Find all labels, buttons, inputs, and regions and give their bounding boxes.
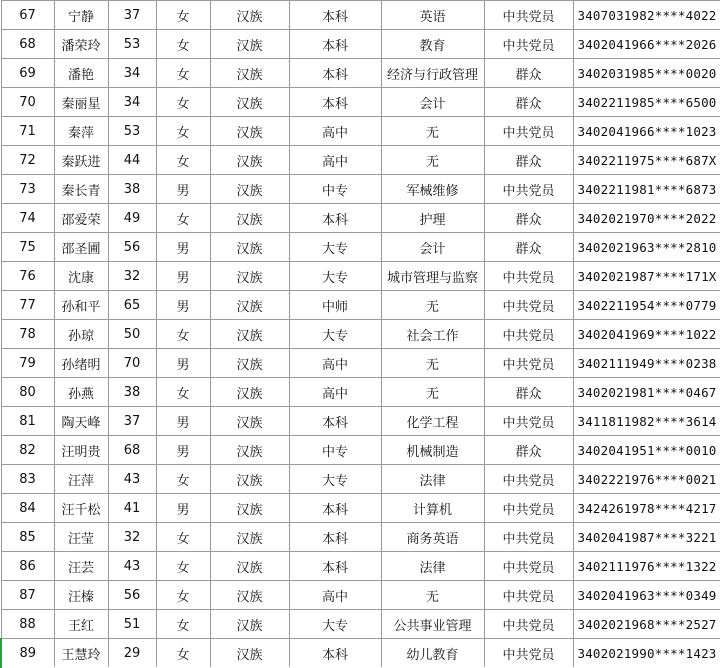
education-cell[interactable]: 中专 (289, 436, 381, 465)
ethnicity-cell[interactable]: 汉族 (210, 291, 289, 320)
education-cell[interactable]: 本科 (289, 523, 381, 552)
political-status-cell[interactable]: 中共党员 (484, 117, 573, 146)
row-number[interactable]: 85 (1, 523, 54, 552)
political-status-cell[interactable]: 群众 (484, 146, 573, 175)
table-row[interactable] (1, 639, 720, 668)
gender-cell[interactable]: 女 (156, 146, 210, 175)
ethnicity-cell[interactable]: 汉族 (210, 610, 289, 639)
id-number-cell[interactable]: 3402041966****2026 (573, 30, 720, 59)
gender-cell[interactable]: 男 (156, 349, 210, 378)
name-cell[interactable]: 孙绪明 (54, 349, 108, 378)
age-cell[interactable]: 37 (108, 407, 156, 436)
gender-cell[interactable]: 女 (156, 30, 210, 59)
name-cell[interactable]: 汪千松 (54, 494, 108, 523)
political-status-cell[interactable]: 中共党员 (484, 291, 573, 320)
table-row[interactable] (1, 291, 720, 320)
table-row[interactable] (1, 407, 720, 436)
gender-cell[interactable]: 女 (156, 378, 210, 407)
major-cell[interactable]: 城市管理与监察 (381, 262, 484, 291)
gender-cell[interactable]: 女 (156, 1, 210, 30)
gender-cell[interactable]: 男 (156, 407, 210, 436)
major-cell[interactable]: 机械制造 (381, 436, 484, 465)
major-cell[interactable]: 化学工程 (381, 407, 484, 436)
age-cell[interactable]: 41 (108, 494, 156, 523)
ethnicity-cell[interactable]: 汉族 (210, 349, 289, 378)
major-cell[interactable]: 护理 (381, 204, 484, 233)
major-cell[interactable]: 无 (381, 378, 484, 407)
political-status-cell[interactable]: 中共党员 (484, 1, 573, 30)
table-row[interactable] (1, 30, 720, 59)
gender-cell[interactable]: 男 (156, 175, 210, 204)
ethnicity-cell[interactable]: 汉族 (210, 581, 289, 610)
age-cell[interactable]: 38 (108, 175, 156, 204)
table-row[interactable] (1, 494, 720, 523)
id-number-cell[interactable]: 3407031982****4022 (573, 1, 720, 30)
name-cell[interactable]: 秦长青 (54, 175, 108, 204)
table-row[interactable] (1, 552, 720, 581)
ethnicity-cell[interactable]: 汉族 (210, 204, 289, 233)
row-number[interactable]: 84 (1, 494, 54, 523)
age-cell[interactable]: 56 (108, 581, 156, 610)
major-cell[interactable]: 无 (381, 349, 484, 378)
table-row[interactable] (1, 610, 720, 639)
gender-cell[interactable]: 女 (156, 581, 210, 610)
education-cell[interactable]: 本科 (289, 59, 381, 88)
row-number[interactable]: 68 (1, 30, 54, 59)
education-cell[interactable]: 本科 (289, 204, 381, 233)
gender-cell[interactable]: 女 (156, 59, 210, 88)
ethnicity-cell[interactable]: 汉族 (210, 59, 289, 88)
row-number[interactable]: 76 (1, 262, 54, 291)
id-number-cell[interactable]: 3411811982****3614 (573, 407, 720, 436)
name-cell[interactable]: 孙和平 (54, 291, 108, 320)
name-cell[interactable]: 邵爱荣 (54, 204, 108, 233)
row-number[interactable]: 74 (1, 204, 54, 233)
age-cell[interactable]: 32 (108, 262, 156, 291)
political-status-cell[interactable]: 中共党员 (484, 639, 573, 668)
name-cell[interactable]: 秦萍 (54, 117, 108, 146)
age-cell[interactable]: 65 (108, 291, 156, 320)
gender-cell[interactable]: 女 (156, 117, 210, 146)
row-number[interactable]: 83 (1, 465, 54, 494)
political-status-cell[interactable]: 中共党员 (484, 610, 573, 639)
table-row[interactable] (1, 1, 720, 30)
education-cell[interactable]: 本科 (289, 88, 381, 117)
education-cell[interactable]: 大专 (289, 465, 381, 494)
table-row[interactable] (1, 320, 720, 349)
id-number-cell[interactable]: 3402041963****0349 (573, 581, 720, 610)
row-number[interactable]: 82 (1, 436, 54, 465)
political-status-cell[interactable]: 中共党员 (484, 465, 573, 494)
ethnicity-cell[interactable]: 汉族 (210, 146, 289, 175)
education-cell[interactable]: 本科 (289, 1, 381, 30)
row-number[interactable]: 75 (1, 233, 54, 262)
name-cell[interactable]: 王慧玲 (54, 639, 108, 668)
age-cell[interactable]: 44 (108, 146, 156, 175)
table-row[interactable] (1, 233, 720, 262)
id-number-cell[interactable]: 3402211954****0779 (573, 291, 720, 320)
id-number-cell[interactable]: 3402041969****1022 (573, 320, 720, 349)
major-cell[interactable]: 法律 (381, 465, 484, 494)
name-cell[interactable]: 邵圣圃 (54, 233, 108, 262)
gender-cell[interactable]: 男 (156, 494, 210, 523)
education-cell[interactable]: 高中 (289, 581, 381, 610)
political-status-cell[interactable]: 中共党员 (484, 581, 573, 610)
row-number[interactable]: 88 (1, 610, 54, 639)
political-status-cell[interactable]: 群众 (484, 88, 573, 117)
major-cell[interactable]: 军械维修 (381, 175, 484, 204)
row-number[interactable]: 67 (1, 1, 54, 30)
age-cell[interactable]: 32 (108, 523, 156, 552)
id-number-cell[interactable]: 3424261978****4217 (573, 494, 720, 523)
ethnicity-cell[interactable]: 汉族 (210, 233, 289, 262)
major-cell[interactable]: 无 (381, 146, 484, 175)
ethnicity-cell[interactable]: 汉族 (210, 552, 289, 581)
major-cell[interactable]: 经济与行政管理 (381, 59, 484, 88)
ethnicity-cell[interactable]: 汉族 (210, 436, 289, 465)
gender-cell[interactable]: 女 (156, 465, 210, 494)
table-row[interactable] (1, 523, 720, 552)
political-status-cell[interactable]: 中共党员 (484, 523, 573, 552)
id-number-cell[interactable]: 3402021987****171X (573, 262, 720, 291)
id-number-cell[interactable]: 3402031985****0020 (573, 59, 720, 88)
row-number[interactable]: 73 (1, 175, 54, 204)
table-row[interactable] (1, 436, 720, 465)
age-cell[interactable]: 53 (108, 117, 156, 146)
age-cell[interactable]: 29 (108, 639, 156, 668)
name-cell[interactable]: 陶天峰 (54, 407, 108, 436)
education-cell[interactable]: 本科 (289, 30, 381, 59)
name-cell[interactable]: 孙琼 (54, 320, 108, 349)
major-cell[interactable]: 法律 (381, 552, 484, 581)
id-number-cell[interactable]: 3402021990****1423 (573, 639, 720, 668)
education-cell[interactable]: 大专 (289, 262, 381, 291)
id-number-cell[interactable]: 3402021968****2527 (573, 610, 720, 639)
education-cell[interactable]: 高中 (289, 349, 381, 378)
name-cell[interactable]: 秦跃进 (54, 146, 108, 175)
table-row[interactable] (1, 349, 720, 378)
age-cell[interactable]: 50 (108, 320, 156, 349)
ethnicity-cell[interactable]: 汉族 (210, 465, 289, 494)
political-status-cell[interactable]: 中共党员 (484, 552, 573, 581)
ethnicity-cell[interactable]: 汉族 (210, 320, 289, 349)
id-number-cell[interactable]: 3402041951****0010 (573, 436, 720, 465)
table-row[interactable] (1, 88, 720, 117)
ethnicity-cell[interactable]: 汉族 (210, 523, 289, 552)
ethnicity-cell[interactable]: 汉族 (210, 494, 289, 523)
age-cell[interactable]: 34 (108, 88, 156, 117)
major-cell[interactable]: 社会工作 (381, 320, 484, 349)
ethnicity-cell[interactable]: 汉族 (210, 378, 289, 407)
row-number[interactable]: 69 (1, 59, 54, 88)
education-cell[interactable]: 高中 (289, 378, 381, 407)
age-cell[interactable]: 43 (108, 465, 156, 494)
table-row[interactable] (1, 146, 720, 175)
name-cell[interactable]: 秦丽星 (54, 88, 108, 117)
age-cell[interactable]: 68 (108, 436, 156, 465)
ethnicity-cell[interactable]: 汉族 (210, 639, 289, 668)
name-cell[interactable]: 汪明贵 (54, 436, 108, 465)
row-number[interactable]: 80 (1, 378, 54, 407)
education-cell[interactable]: 高中 (289, 146, 381, 175)
ethnicity-cell[interactable]: 汉族 (210, 30, 289, 59)
table-row[interactable] (1, 465, 720, 494)
age-cell[interactable]: 51 (108, 610, 156, 639)
ethnicity-cell[interactable]: 汉族 (210, 262, 289, 291)
major-cell[interactable]: 无 (381, 291, 484, 320)
id-number-cell[interactable]: 3402111949****0238 (573, 349, 720, 378)
ethnicity-cell[interactable]: 汉族 (210, 117, 289, 146)
name-cell[interactable]: 王红 (54, 610, 108, 639)
age-cell[interactable]: 56 (108, 233, 156, 262)
political-status-cell[interactable]: 群众 (484, 378, 573, 407)
age-cell[interactable]: 53 (108, 30, 156, 59)
table-row[interactable] (1, 581, 720, 610)
major-cell[interactable]: 计算机 (381, 494, 484, 523)
table-row[interactable] (1, 378, 720, 407)
id-number-cell[interactable]: 3402041987****3221 (573, 523, 720, 552)
id-number-cell[interactable]: 3402041966****1023 (573, 117, 720, 146)
major-cell[interactable]: 无 (381, 581, 484, 610)
row-number[interactable]: 78 (1, 320, 54, 349)
row-number[interactable]: 79 (1, 349, 54, 378)
political-status-cell[interactable]: 中共党员 (484, 494, 573, 523)
row-number[interactable]: 70 (1, 88, 54, 117)
row-number[interactable]: 89 (1, 639, 54, 668)
political-status-cell[interactable]: 群众 (484, 59, 573, 88)
id-number-cell[interactable]: 3402221976****0021 (573, 465, 720, 494)
ethnicity-cell[interactable]: 汉族 (210, 1, 289, 30)
political-status-cell[interactable]: 中共党员 (484, 320, 573, 349)
id-number-cell[interactable]: 3402021970****2022 (573, 204, 720, 233)
gender-cell[interactable]: 男 (156, 233, 210, 262)
id-number-cell[interactable]: 3402111976****1322 (573, 552, 720, 581)
name-cell[interactable]: 汪莹 (54, 523, 108, 552)
age-cell[interactable]: 37 (108, 1, 156, 30)
name-cell[interactable]: 孙燕 (54, 378, 108, 407)
education-cell[interactable]: 大专 (289, 320, 381, 349)
major-cell[interactable]: 商务英语 (381, 523, 484, 552)
gender-cell[interactable]: 男 (156, 262, 210, 291)
political-status-cell[interactable]: 中共党员 (484, 30, 573, 59)
age-cell[interactable]: 49 (108, 204, 156, 233)
name-cell[interactable]: 沈康 (54, 262, 108, 291)
political-status-cell[interactable]: 群众 (484, 204, 573, 233)
row-number[interactable]: 81 (1, 407, 54, 436)
education-cell[interactable]: 中师 (289, 291, 381, 320)
education-cell[interactable]: 中专 (289, 175, 381, 204)
education-cell[interactable]: 本科 (289, 407, 381, 436)
ethnicity-cell[interactable]: 汉族 (210, 175, 289, 204)
gender-cell[interactable]: 女 (156, 88, 210, 117)
gender-cell[interactable]: 女 (156, 204, 210, 233)
education-cell[interactable]: 大专 (289, 610, 381, 639)
major-cell[interactable]: 无 (381, 117, 484, 146)
row-number[interactable]: 86 (1, 552, 54, 581)
age-cell[interactable]: 43 (108, 552, 156, 581)
political-status-cell[interactable]: 中共党员 (484, 349, 573, 378)
age-cell[interactable]: 38 (108, 378, 156, 407)
education-cell[interactable]: 本科 (289, 494, 381, 523)
row-number[interactable]: 77 (1, 291, 54, 320)
ethnicity-cell[interactable]: 汉族 (210, 88, 289, 117)
id-number-cell[interactable]: 3402211975****687X (573, 146, 720, 175)
id-number-cell[interactable]: 3402211981****6873 (573, 175, 720, 204)
age-cell[interactable]: 70 (108, 349, 156, 378)
name-cell[interactable]: 汪榛 (54, 581, 108, 610)
gender-cell[interactable]: 女 (156, 552, 210, 581)
education-cell[interactable]: 大专 (289, 233, 381, 262)
major-cell[interactable]: 教育 (381, 30, 484, 59)
gender-cell[interactable]: 男 (156, 291, 210, 320)
political-status-cell[interactable]: 中共党员 (484, 175, 573, 204)
name-cell[interactable]: 潘艳 (54, 59, 108, 88)
major-cell[interactable]: 幼儿教育 (381, 639, 484, 668)
row-number[interactable]: 71 (1, 117, 54, 146)
table-row[interactable] (1, 262, 720, 291)
gender-cell[interactable]: 女 (156, 610, 210, 639)
name-cell[interactable]: 汪芸 (54, 552, 108, 581)
gender-cell[interactable]: 女 (156, 523, 210, 552)
name-cell[interactable]: 宁静 (54, 1, 108, 30)
major-cell[interactable]: 会计 (381, 233, 484, 262)
id-number-cell[interactable]: 3402021981****0467 (573, 378, 720, 407)
major-cell[interactable]: 会计 (381, 88, 484, 117)
political-status-cell[interactable]: 中共党员 (484, 262, 573, 291)
row-number[interactable]: 87 (1, 581, 54, 610)
id-number-cell[interactable]: 3402211985****6500 (573, 88, 720, 117)
political-status-cell[interactable]: 群众 (484, 233, 573, 262)
education-cell[interactable]: 本科 (289, 639, 381, 668)
gender-cell[interactable]: 男 (156, 436, 210, 465)
ethnicity-cell[interactable]: 汉族 (210, 407, 289, 436)
age-cell[interactable]: 34 (108, 59, 156, 88)
political-status-cell[interactable]: 中共党员 (484, 407, 573, 436)
table-row[interactable] (1, 117, 720, 146)
education-cell[interactable]: 本科 (289, 552, 381, 581)
name-cell[interactable]: 潘荣玲 (54, 30, 108, 59)
education-cell[interactable]: 高中 (289, 117, 381, 146)
table-row[interactable] (1, 59, 720, 88)
id-number-cell[interactable]: 3402021963****2810 (573, 233, 720, 262)
gender-cell[interactable]: 女 (156, 320, 210, 349)
table-row[interactable] (1, 175, 720, 204)
political-status-cell[interactable]: 群众 (484, 436, 573, 465)
name-cell[interactable]: 汪萍 (54, 465, 108, 494)
major-cell[interactable]: 英语 (381, 1, 484, 30)
major-cell[interactable]: 公共事业管理 (381, 610, 484, 639)
gender-cell[interactable]: 女 (156, 639, 210, 668)
row-number[interactable]: 72 (1, 146, 54, 175)
table-row[interactable] (1, 204, 720, 233)
